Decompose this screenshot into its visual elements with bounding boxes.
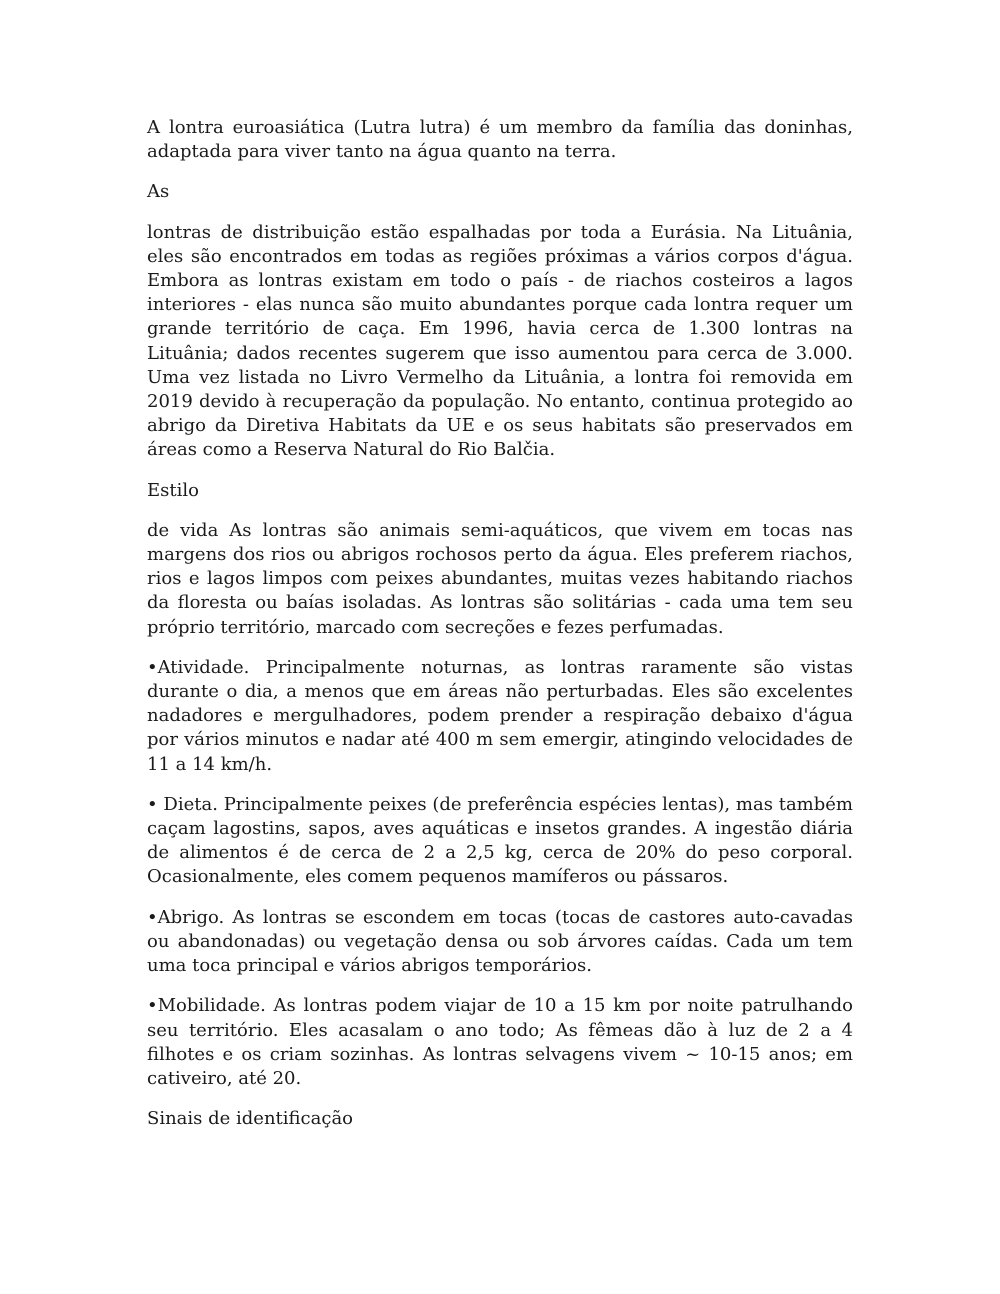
paragraph-intro: A lontra euroasiática (Lutra lutra) é um membro da família das doninhas, adaptada para viver tanto na água quanto na terra.: [147, 117, 853, 163]
document-page: [147, 116, 853, 1147]
bullet-activity: •Atividade. Principalmente noturnas, as lontras raramente são vistas durante o dia, a menos que em áreas não perturbadas. Eles são excelentes nadadores e mergulhadores, podem prender a respiração debaixo d'água por vários minutos e nadar até 400 m sem emergir, atingindo velocidades de 11 a 14 km/h.: [147, 656, 853, 775]
section-heading-estilo: Estilo: [147, 479, 199, 501]
bullet-mobility: •Mobilidade. As lontras podem viajar de 10 a 15 km por noite patrulhando seu território. Eles acasalam o ano todo; As fêmeas dão à luz de 2 a 4 filhotes e os criam sozinhas. As lontras selvagens vivem ~ 10-15 anos; em cativeiro, até 20.: [147, 995, 853, 1089]
bullet-diet: • Dieta. Principalmente peixes (de preferência espécies lentas), mas também caçam lagostins, sapos, aves aquáticas e insetos grandes. A ingestão diária de alimentos é de cerca de 2 a 2,5 kg, cerca de 20% do peso corporal. Ocasionalmente, eles comem pequenos mamíferos ou pássaros.: [147, 793, 853, 888]
paragraph-distribution: lontras de distribuição estão espalhadas por toda a Eurásia. Na Lituânia, eles são encontrados em todas as regiões próximas a vários corpos d'água. Embora as lontras existam em todo o país - de riachos costeiros a lagos interiores - elas nunca são muito abundantes porque cada lontra requer um grande território de caça. Em 1996, havia cerca de 1.300 lontras na Lituânia; dados recentes sugerem que isso aumentou para cerca de 3.000. Uma vez listada no Livro Vermelho da Lituânia, a lontra foi removida em 2019 devido à recuperação da população. No entanto, continua protegido ao abrigo da Diretiva Habitats da UE e os seus habitats são preservados em áreas como a Reserva Natural do Rio Balčia.: [147, 221, 853, 461]
section-heading-signs: Sinais de identificação: [147, 1108, 354, 1130]
bullet-shelter: •Abrigo. As lontras se escondem em tocas (tocas de castores auto-cavadas ou abandonadas) ou vegetação densa ou sob árvores caídas. Cada um tem uma toca principal e vários abrigos temporários.: [147, 906, 853, 977]
paragraph-fragment-as: As: [147, 181, 170, 203]
paragraph-lifestyle: de vida As lontras são animais semi-aquáticos, que vivem em tocas nas margens dos rios ou abrigos rochosos perto da água. Eles preferem riachos, rios e lagos limpos com peixes abundantes, muitas vezes habitando riachos da floresta ou baías isoladas. As lontras são solitárias - cada uma tem seu próprio território, marcado com secreções e fezes perfumadas.: [147, 519, 853, 638]
